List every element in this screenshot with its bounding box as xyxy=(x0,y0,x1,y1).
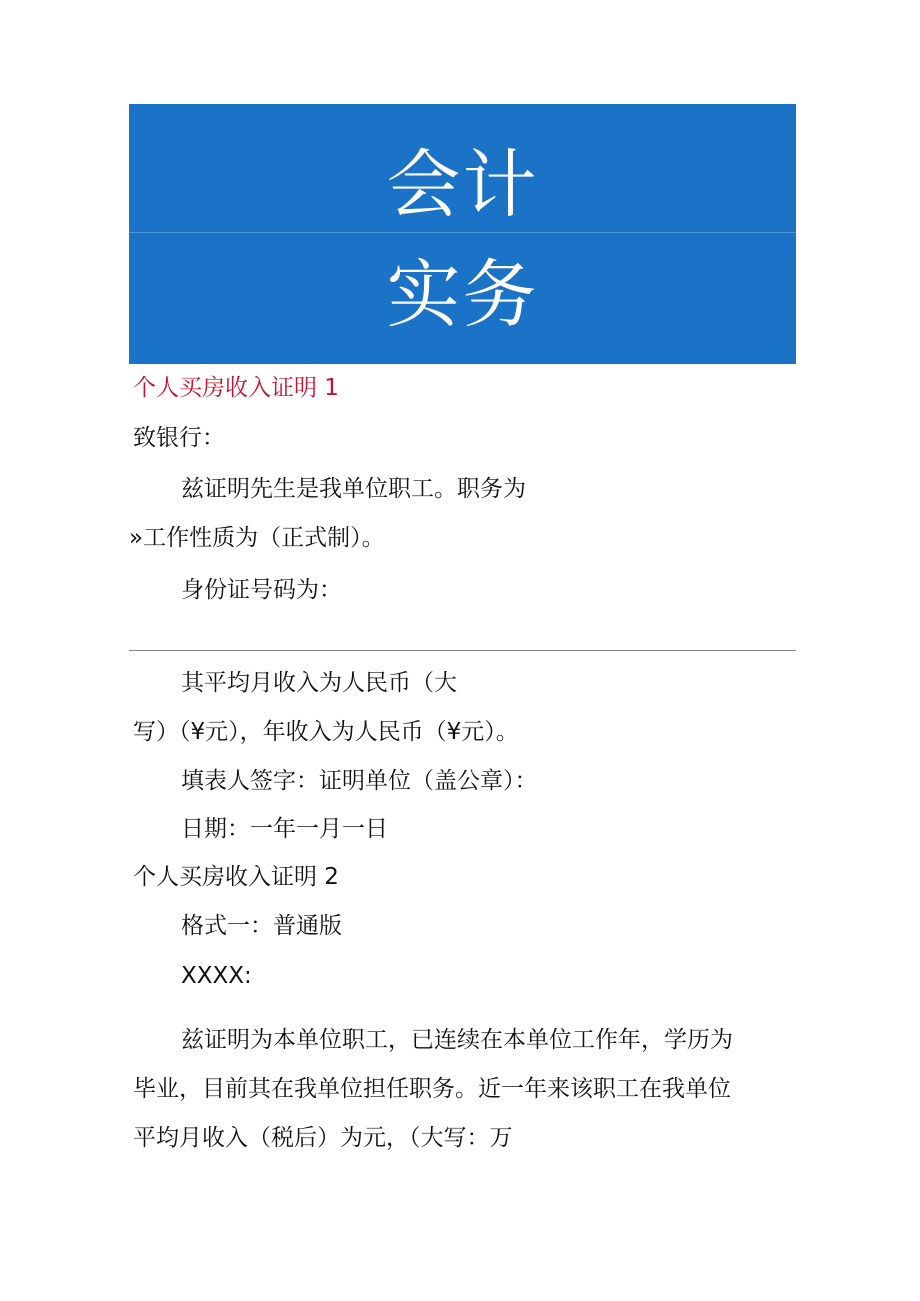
paragraph-signature: 填表人签字：证明单位（盖公章）： xyxy=(181,768,538,794)
section-title-1: 个人买房收入证明 1 xyxy=(133,375,339,401)
section-title-2: 个人买房收入证明 2 xyxy=(133,864,339,890)
paragraph-id-number: 身份证号码为： xyxy=(181,577,342,603)
paragraph-job-nature: »工作性质为（正式制）。 xyxy=(129,525,385,551)
divider-line xyxy=(129,650,796,651)
body-line-2: 毕业，目前其在我单位担任职务。近一年来该职工在我单位 xyxy=(133,1076,731,1102)
paragraph-employee: 兹证明先生是我单位职工。职务为 xyxy=(181,476,526,502)
body-line-3: 平均月收入（税后）为元，（大写：万 xyxy=(133,1125,513,1151)
banner-title-line1: 会计 xyxy=(386,142,539,228)
banner-title-line2: 实务 xyxy=(386,252,539,338)
salutation: 致银行： xyxy=(133,425,225,451)
paragraph-income: 其平均月收入为人民币（大 xyxy=(181,670,457,696)
recipient: XXXX: xyxy=(181,963,252,989)
banner-divider xyxy=(129,232,796,233)
paragraph-income-cont: 写）（¥元），年收入为人民币（¥元）。 xyxy=(133,719,519,745)
paragraph-date: 日期：一年一月一日 xyxy=(181,816,388,842)
title-banner xyxy=(129,104,796,364)
format-label: 格式一：普通版 xyxy=(181,913,342,939)
body-line-1: 兹证明为本单位职工，已连续在本单位工作年，学历为 xyxy=(181,1027,733,1053)
